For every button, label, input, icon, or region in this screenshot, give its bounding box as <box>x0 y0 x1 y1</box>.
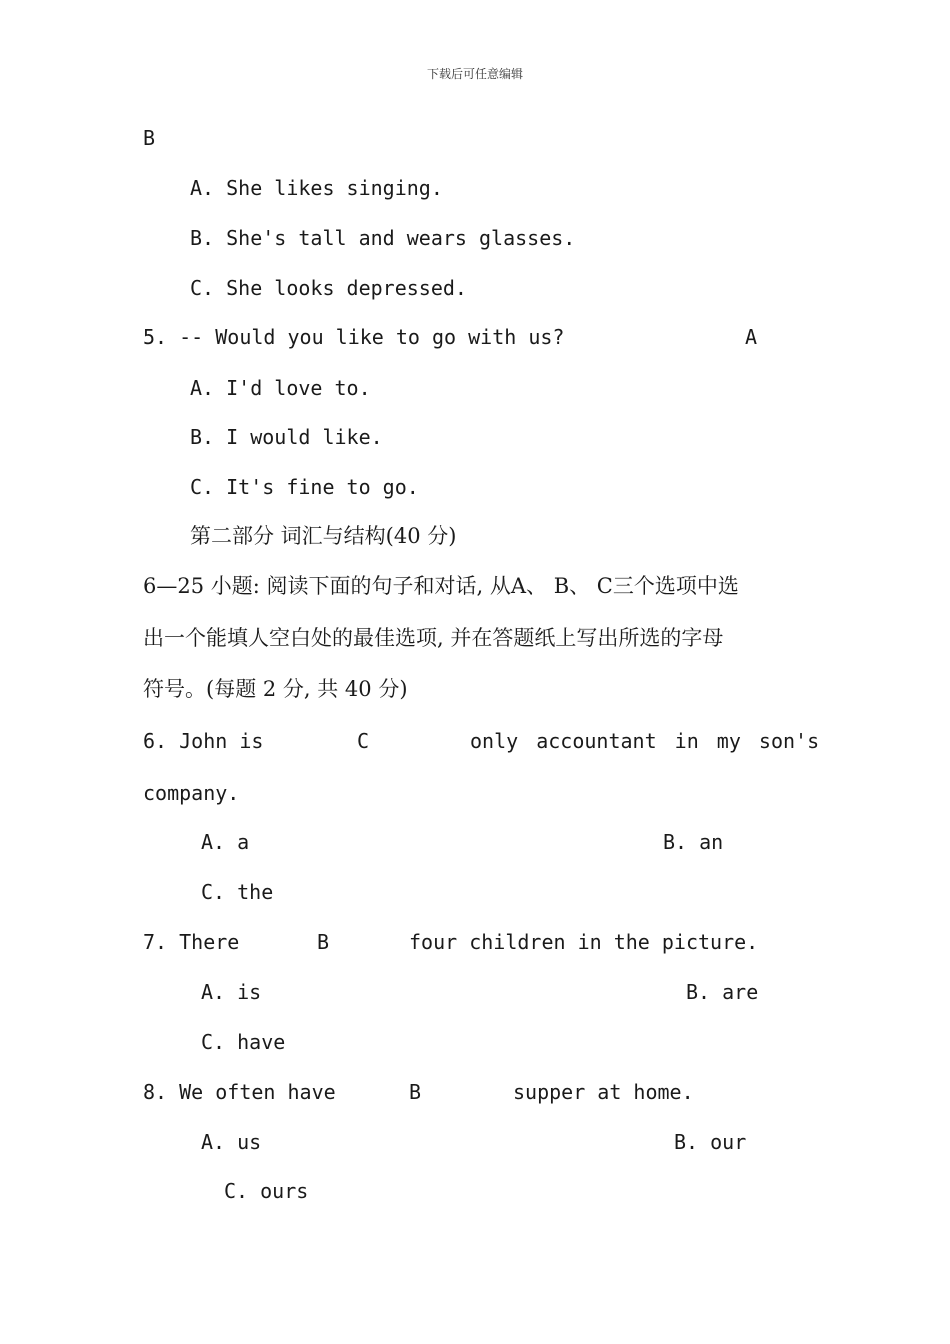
q4-option-b: B. She's tall and wears glasses. <box>190 226 576 250</box>
q6-option-a: A. a <box>201 830 250 854</box>
instructions-line-3: 符号。(每题 2 分, 共 40 分) <box>143 677 408 701</box>
q5-option-a: A. I'd love to. <box>190 376 371 400</box>
section-title: 第二部分 词汇与结构(40 分) <box>190 524 457 548</box>
instructions-line-1: 6—25 小题: 阅读下面的句子和对话, 从A、 B、 C三个选项中选 <box>143 574 739 598</box>
q4-answer: B <box>143 126 156 150</box>
q8-option-a: A. us <box>201 1130 262 1154</box>
q4-option-a: A. She likes singing. <box>190 176 443 200</box>
q8-option-b: B. our <box>674 1130 747 1154</box>
q6-stem-continued: company. <box>143 781 240 805</box>
q7-option-c: C. have <box>201 1030 286 1054</box>
q6-answer: C <box>357 729 370 753</box>
q6-stem-rest: only accountant in my son's <box>470 729 820 753</box>
q8-stem: 8. We often have <box>143 1080 336 1104</box>
q6-option-b: B. an <box>663 830 724 854</box>
q7-stem-rest: four children in the picture. <box>409 930 759 954</box>
q6-option-c: C. the <box>201 880 274 904</box>
q6-stem: 6. John is <box>143 729 264 753</box>
q7-option-a: A. is <box>201 980 262 1004</box>
q5-answer: A <box>745 325 758 349</box>
q8-answer: B <box>409 1080 422 1104</box>
q7-option-b: B. are <box>686 980 759 1004</box>
page-header: 下载后可任意编辑 <box>426 67 523 81</box>
q5-option-c: C. It's fine to go. <box>190 475 419 499</box>
instructions-line-2: 出一个能填人空白处的最佳选项, 并在答题纸上写出所选的字母 <box>143 626 724 650</box>
q5-option-b: B. I would like. <box>190 425 383 449</box>
q7-stem: 7. There <box>143 930 240 954</box>
q8-option-c: C. ours <box>224 1179 309 1203</box>
q4-option-c: C. She looks depressed. <box>190 276 467 300</box>
q5-stem: 5. -- Would you like to go with us? <box>143 325 565 349</box>
q7-answer: B <box>317 930 330 954</box>
q8-stem-rest: supper at home. <box>513 1080 694 1104</box>
